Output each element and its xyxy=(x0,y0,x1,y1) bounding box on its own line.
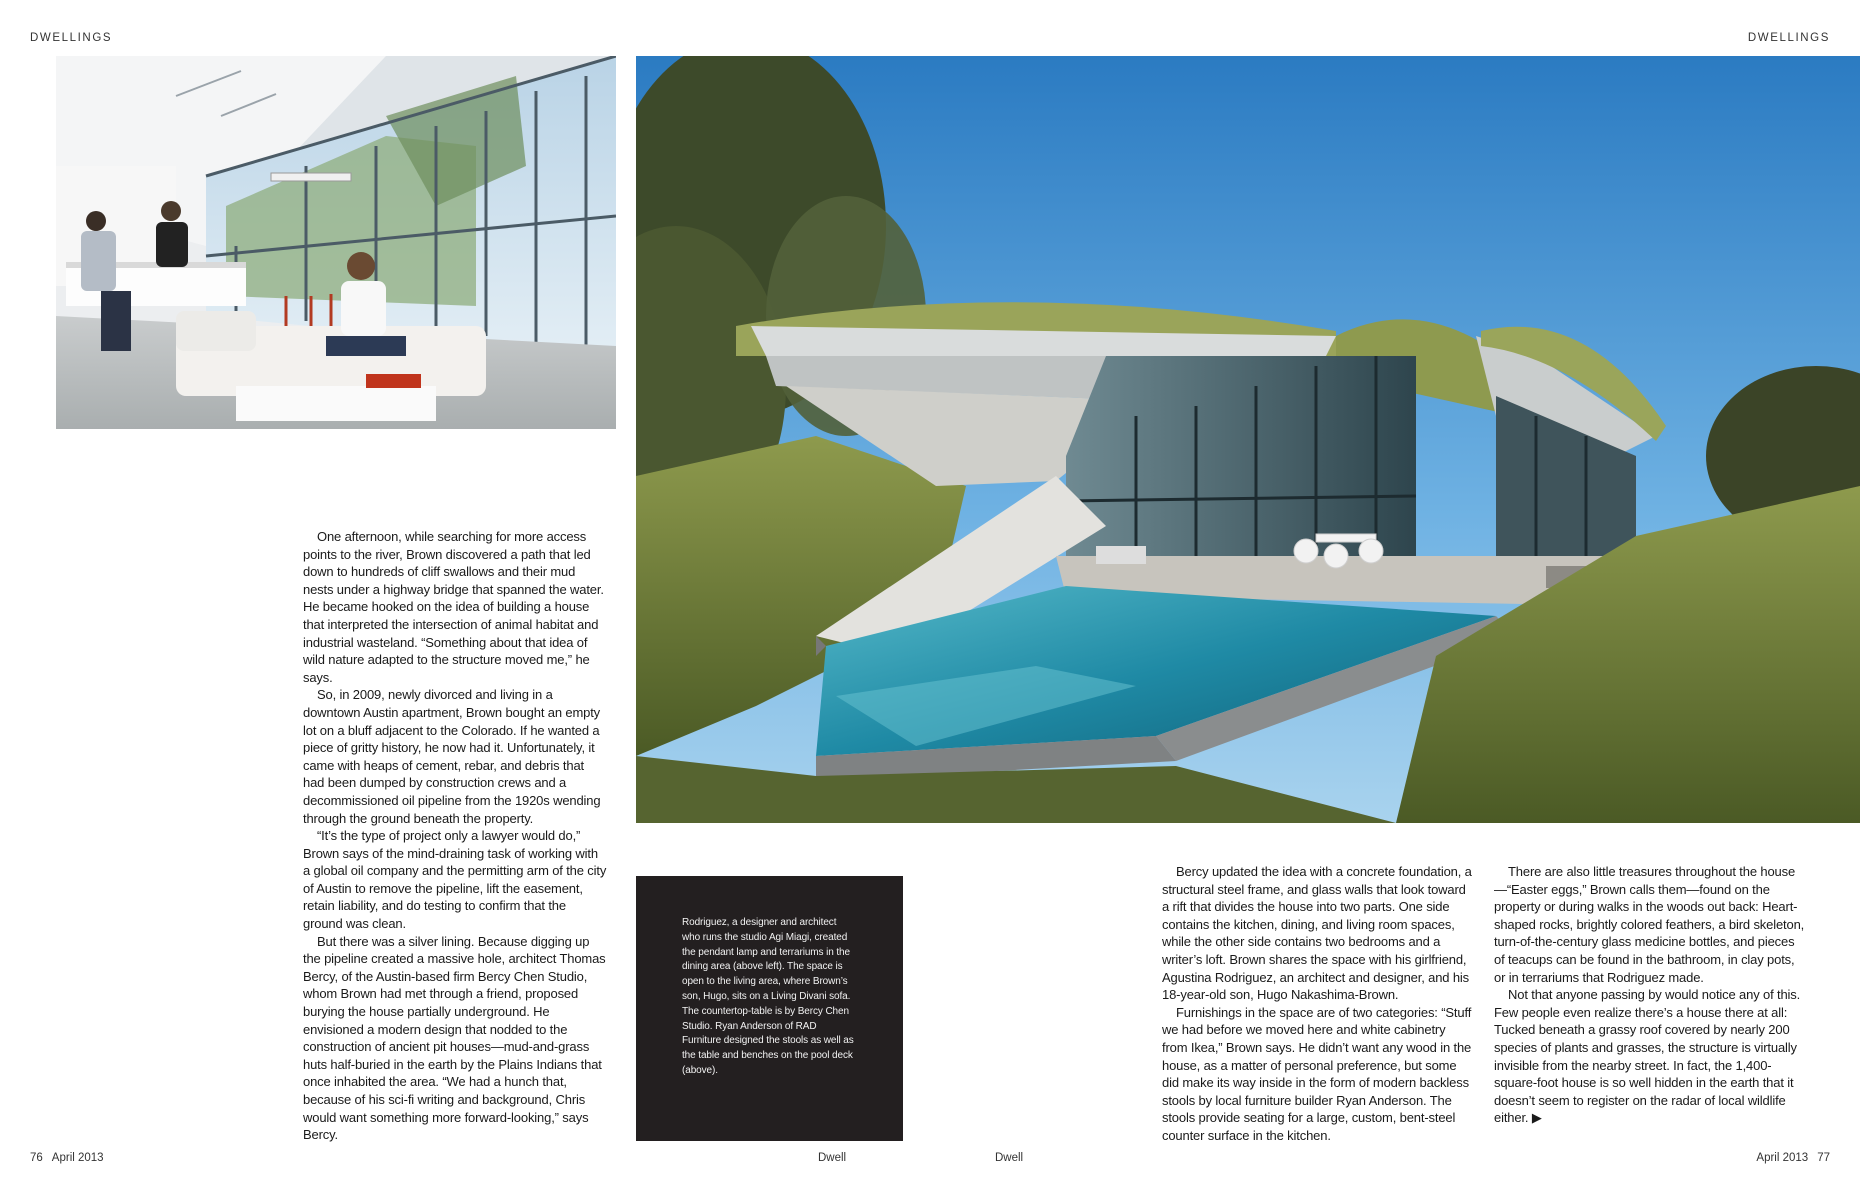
paragraph: There are also little treasures throughout the house—“Easter eggs,” Brown calls them—found on the property or during walks in the woods out back: Heart-shaped rocks, brightly colored feathers, a bird skeleton, turn-of-the-century glass medicine bottles, and pieces of teacups can be found in the bathroom, in clay pots, or in terrariums that Rodriguez made. xyxy=(1494,864,1805,985)
folio-left xyxy=(30,1152,104,1164)
article-column-2 xyxy=(1162,863,1474,1145)
article-column-3 xyxy=(1494,863,1806,1127)
paragraph: Furnishings in the space are of two categories: “Stuff we had before we moved here and white cabinetry from Ikea,” Brown says. He didn’t want any wood in the house, as a matter of personal preference, but some did make its way inside in the form of modern backless stools by local furniture builder Ryan Anderson. The stools provide seating for a large, custom, bent-steel counter surface in the kitchen. xyxy=(1162,1004,1472,1143)
section-tag-left: DWELLINGS xyxy=(30,32,113,44)
exterior-pool-photo xyxy=(636,56,1860,823)
section-tag-right: DWELLINGS xyxy=(1747,32,1830,44)
folio-right xyxy=(1756,1152,1830,1164)
paragraph: Not that anyone passing by would notice any of this. Few people even realize there’s a house there at all: Tucked beneath a grassy roof covered by nearly 200 species of plants and grasses, the structure is virtually invisible from the nearby street. In fact, the 1,400-square-foot house is so well hidden in the earth that it doesn’t seem to register on the radar of local wildlife either. ▶ xyxy=(1494,987,1801,1126)
paragraph: So, in 2009, newly divorced and living in a downtown Austin apartment, Brown bought an empty lot on a bluff adjacent to the Colorado. If he wanted a piece of gritty history, he now had it. Unfortunately, it came with heaps of cement, rebar, and debris that had been dumped by construction crews and a decommissioned oil pipeline from the 1920s wending through the ground beneath the property. xyxy=(303,687,601,826)
paragraph: One afternoon, while searching for more access points to the river, Brown discovered a path that led down to hundreds of cliff swallows and their mud nests under a highway bridge that spanned the water. He became hooked on the idea of building a house that interpreted the intersection of animal habitat and industrial wasteland. “Something about that idea of wild nature adapted to the structure moved me,” he says. xyxy=(303,529,604,685)
page-number-right: 77 xyxy=(1817,1152,1830,1164)
issue-date-right: April 2013 xyxy=(1756,1152,1809,1164)
photo-caption-box xyxy=(636,876,903,1141)
page-number-left: 76 xyxy=(30,1152,43,1164)
interior-photo xyxy=(56,56,616,429)
paragraph: But there was a silver lining. Because digging up the pipeline created a massive hole, architect Thomas Bercy, of the Austin-based firm Bercy Chen Studio, whom Brown had met through a friend, proposed burying the house partially underground. He envisioned a modern design that nodded to the construction of ancient pit houses—mud-and-grass huts half-buried in the earth by the Plains Indians that once inhabited the area. “We had a hunch that, because of his sci-fi writing and background, Chris would want something more forward-looking,” says Bercy. xyxy=(303,933,606,1143)
photo-caption-text: Rodriguez, a designer and architect who runs the studio Agi Miagi, created the pendant lamp and terrariums in the dining area (above left). The space is open to the living area, where Brown’s son, Hugo, sits on a Living Divani sofa. The countertop-table is by Bercy Chen Studio. Ryan Anderson of RAD Furniture designed the stools as well as the table and benches on the pool deck (above). xyxy=(682,917,854,1076)
paragraph: “It’s the type of project only a lawyer would do,” Brown says of the mind-draining task of working with a global oil company and the permitting arm of the city of Austin to remove the pipeline, lift the easement, retain liability, and do testing to confirm that the ground was clean. xyxy=(303,828,607,932)
issue-date-left: April 2013 xyxy=(51,1152,104,1164)
magazine-name-left: Dwell xyxy=(818,1152,847,1164)
paragraph: Bercy updated the idea with a concrete foundation, a structural steel frame, and glass walls that look toward a rift that divides the house into two parts. One side contains the kitchen, dining, and living room spaces, while the other side contains two bedrooms and a writer’s loft. Brown shares the space with his girlfriend, Agustina Rodriguez, an architect and designer, and his 18-year-old son, Hugo Nakashima-Brown. xyxy=(1162,864,1472,1003)
article-column-1 xyxy=(303,528,607,1144)
magazine-name-right: Dwell xyxy=(995,1152,1024,1164)
